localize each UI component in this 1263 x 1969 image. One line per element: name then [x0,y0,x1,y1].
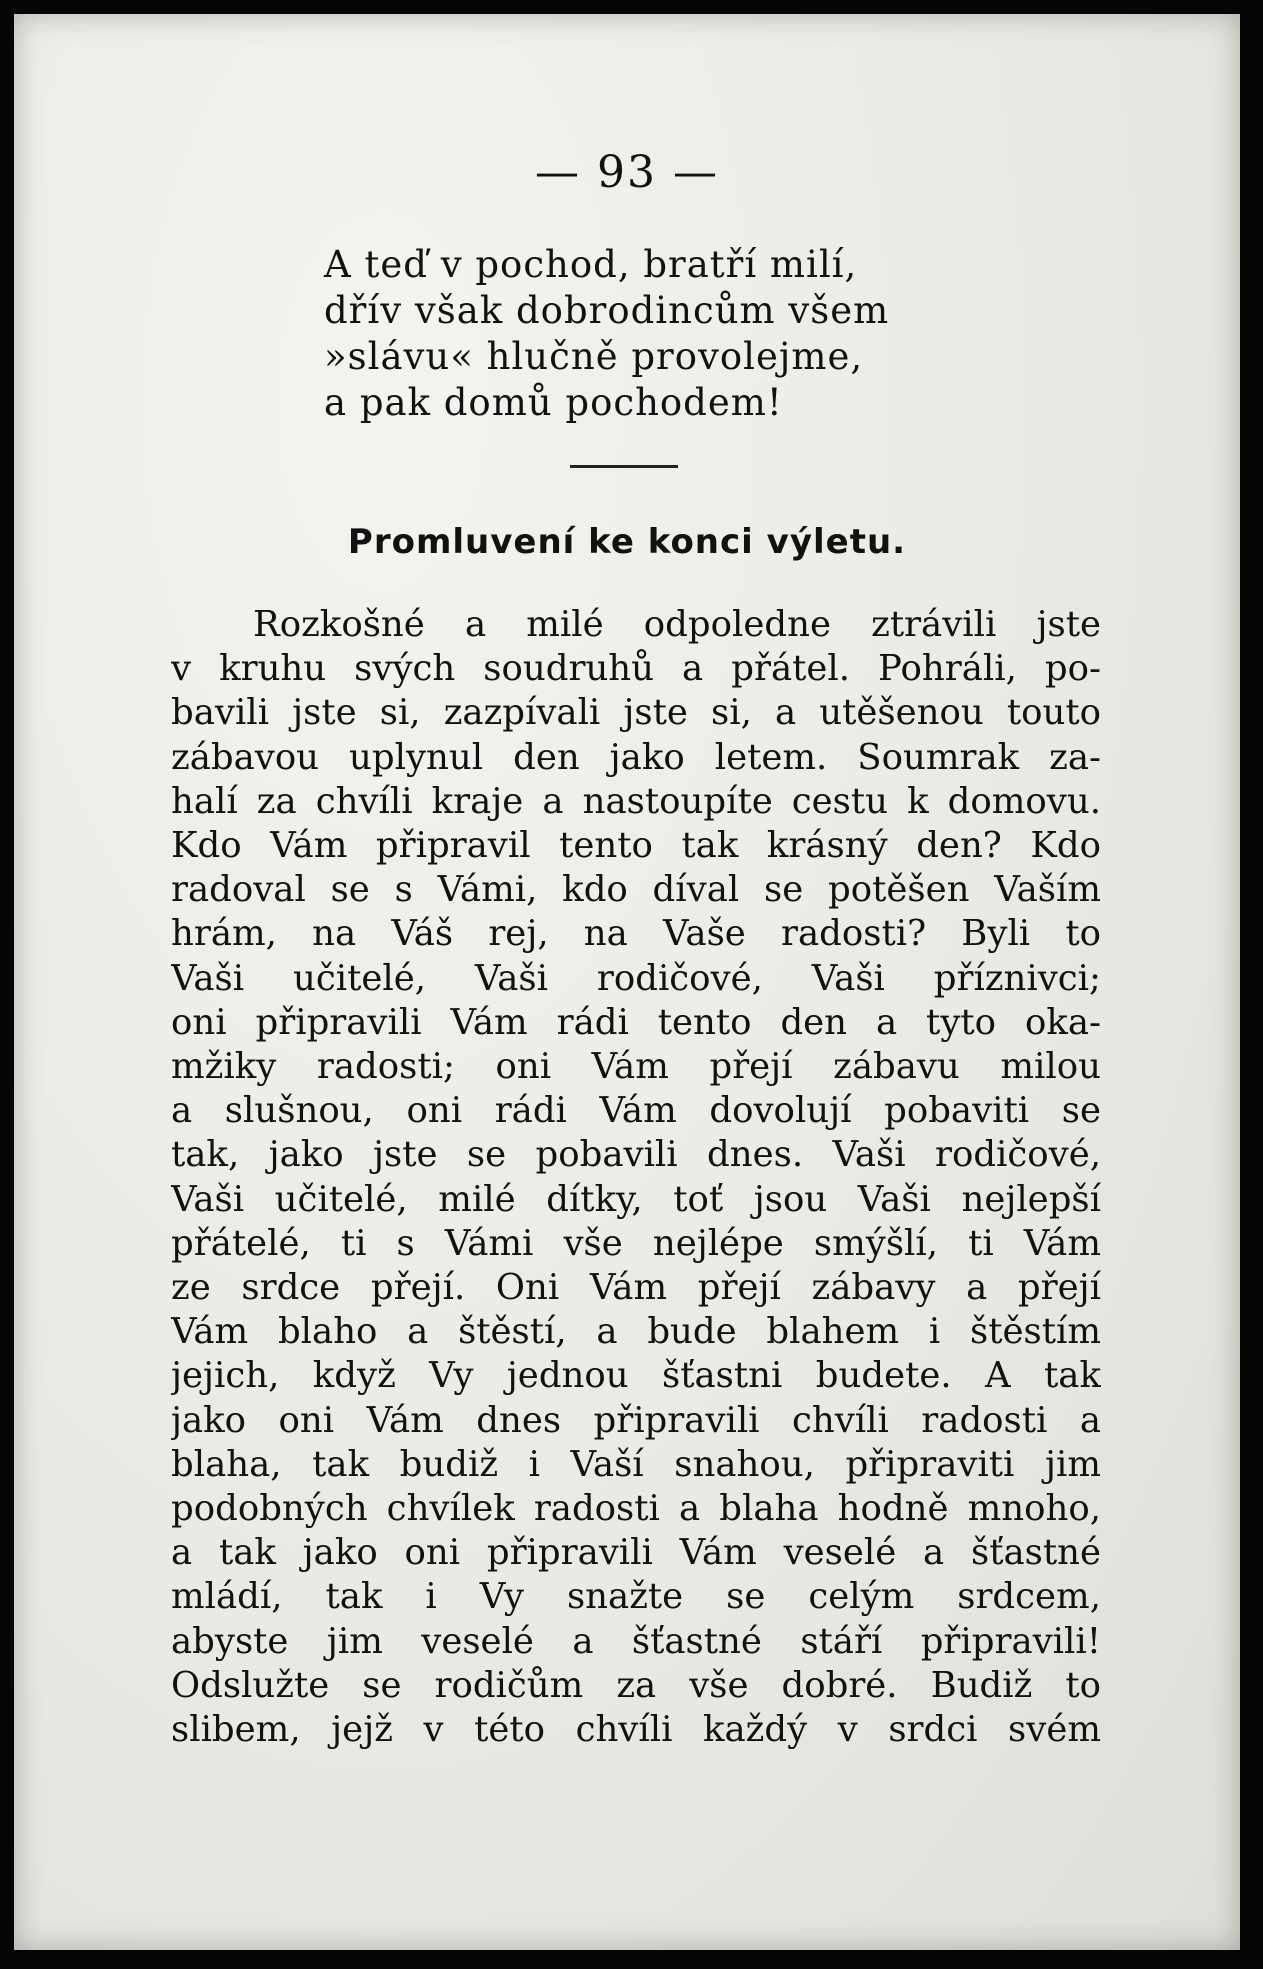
text-line: jejich, když Vy jednou šťastni budete. A tak [171,1355,1101,1397]
text-line: jako oni Vám dnes připravili chvíli radosti a [171,1399,1101,1441]
text-line: Vám blaho a štěstí, a bude blahem i štěstím [171,1311,1101,1353]
body-text [171,603,1101,1752]
text-line: podobných chvílek radosti a blaha hodně mnoho, [171,1488,1101,1530]
text-line: abyste jim veselé a šťastné stáří připravili! [171,1620,1101,1662]
text-line: a tak jako oni připravili Vám veselé a šťastné [171,1532,1101,1574]
text-line: oni připravili Vám rádi tento den a tyto oka- [171,1001,1101,1043]
text-line: slibem, jejž v této chvíli každý v srdci svém [171,1709,1101,1751]
section-divider [570,465,678,468]
text-line: hrám, na Váš rej, na Vaše radosti? Byli to [171,913,1101,955]
text-line: a slušnou, oni rádi Vám dovolují pobaviti se [171,1090,1101,1132]
poem-line: »slávu« hlučně provolejme, [324,335,864,378]
text-line: tak, jako jste se pobavili dnes. Vaši rodičové, [171,1134,1101,1176]
text-line: Kdo Vám připravil tento tak krásný den? Kdo [171,825,1101,867]
text-line: mžiky radosti; oni Vám přejí zábavu milou [171,1046,1101,1088]
text-line: Rozkošné a milé odpoledne ztrávili jste [253,604,1101,645]
poem-line: a pak domů pochodem! [324,381,783,424]
text-line: blaha, tak budiž i Vaší snahou, připraviti jim [171,1443,1101,1485]
text-line: zábavou uplynul den jako letem. Soumrak za- [171,736,1101,778]
text-line: Vaši učitelé, milé dítky, toť jsou Vaši nejlepší [171,1178,1101,1220]
section-heading: Promluvení ke konci výletu. [347,522,907,562]
text-line: bavili jste si, zazpívali jste si, a utěšenou touto [171,692,1101,734]
text-line: Vaši učitelé, Vaši rodičové, Vaši příznivci; [171,957,1101,999]
book-page [14,14,1240,1950]
text-line: přátelé, ti s Vámi vše nejlépe smýšlí, ti Vám [171,1222,1101,1264]
poem-line: A teď v pochod, bratří milí, [324,243,858,286]
text-line: radoval se s Vámi, kdo díval se potěšen Vaším [171,869,1101,911]
text-line: ze srdce přejí. Oni Vám přejí zábavy a přejí [171,1267,1101,1309]
text-line: v kruhu svých soudruhů a přátel. Pohráli, po- [171,648,1101,690]
poem-line: dřív však dobrodincům všem [324,289,890,332]
text-line: mládí, tak i Vy snažte se celým srdcem, [171,1576,1101,1618]
text-line: Odslužte se rodičům za vše dobré. Budiž to [171,1664,1101,1706]
text-line: halí za chvíli kraje a nastoupíte cestu k domovu. [171,780,1101,822]
page-number: — 93 — [535,147,719,198]
poem-stanza [324,242,889,426]
